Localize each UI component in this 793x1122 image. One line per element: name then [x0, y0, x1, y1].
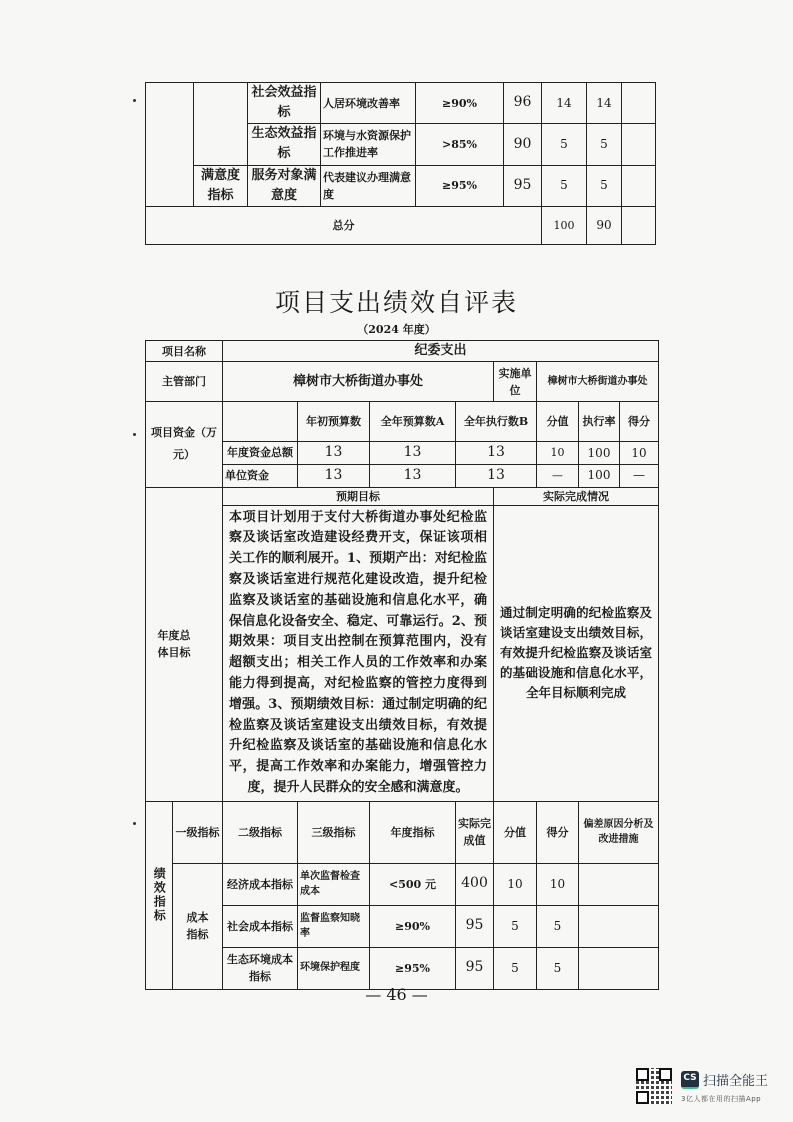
- indicator-header: 三级指标: [298, 801, 370, 863]
- watermark-name: 扫描全能王: [703, 1074, 769, 1089]
- funds-score: 10: [620, 442, 659, 465]
- level2-cell: 生态效益指标: [248, 124, 321, 165]
- note-cell: [622, 124, 656, 165]
- qr-corner: [636, 1068, 649, 1081]
- blank-cell: [622, 206, 656, 244]
- goals-content-row: [146, 505, 659, 801]
- department-row: [146, 362, 659, 402]
- funds-initial: 13: [298, 442, 370, 465]
- indicator-level3: 监督监察知晓率: [298, 905, 370, 947]
- indicator-level2: 生态环境成本指标: [223, 947, 298, 989]
- impl-value: 樟树市大桥街道办事处: [537, 362, 659, 402]
- top-indicator-table: [145, 82, 656, 245]
- funds-rate: 100: [579, 464, 620, 487]
- indicator-level3: 单次监督检查成本: [298, 863, 370, 905]
- level2-cell: 社会效益指标: [248, 83, 321, 124]
- target-cell: >85%: [416, 124, 504, 165]
- blank-cell: [194, 83, 248, 166]
- score-cell: 5: [587, 124, 622, 165]
- level3-cell: 环境与水资源保护工作推进率: [321, 124, 416, 165]
- indicator-weight: 5: [494, 947, 537, 989]
- expected-header: 预期目标: [223, 487, 494, 505]
- indicator-header: 年度指标: [370, 801, 456, 863]
- indicator-header: 一级指标: [173, 801, 223, 863]
- indicator-actual: 95: [456, 947, 494, 989]
- total-score: 90: [587, 206, 622, 244]
- expected-goal-text: 本项目计划用于支付大桥街道办事处纪检监察及谈话室改造建设经费开支，保证该项相关工作的顺利展开。1、预期产出：对纪检监察及谈话室进行规范化建设改造，提升纪检监察及谈话室的基础设施和信息化水平，确保信息化设备安全、稳定、可靠运行。2、预期效果：项目支出控制在预算范围内，没有超额支出；相关工作人员的工作效率和办案能力得到提高，对纪检监察的管控力度得到增强。3、预期绩效目标：通过制定明确的纪检监察及谈话室建设支出绩效目标，有效提升纪检监察及谈话室的基础设施和信息化水平，提高工作效率和办案能力，增强管控力度，提升人民群众的安全感和满意度。: [223, 505, 494, 801]
- indicator-score: 5: [537, 905, 579, 947]
- funds-row: [146, 442, 659, 465]
- indicator-target: <500 元: [370, 863, 456, 905]
- funds-weight: —: [537, 464, 579, 487]
- scan-dot: [133, 433, 136, 436]
- weight-cell: 5: [542, 124, 587, 165]
- qr-corner: [659, 1068, 672, 1081]
- funds-header: 全年执行数B: [456, 402, 537, 442]
- funds-annual: 13: [370, 464, 456, 487]
- funds-executed: 13: [456, 464, 537, 487]
- indicator-row: [146, 947, 659, 989]
- indicator-actual: 95: [456, 905, 494, 947]
- indicator-row: [146, 905, 659, 947]
- actual-goal-text: 通过制定明确的纪检监察及谈话室建设支出绩效目标，有效提升纪检监察及谈话室的基础设施和信息化水平，全年目标顺利完成: [494, 505, 659, 801]
- funds-executed: 13: [456, 442, 537, 465]
- indicator-note: [579, 905, 659, 947]
- indicator-score: 10: [537, 863, 579, 905]
- funds-annual: 13: [370, 442, 456, 465]
- project-name-row: [146, 341, 659, 362]
- total-weight: 100: [542, 206, 587, 244]
- weight-cell: 14: [542, 83, 587, 124]
- level2-cell: 服务对象满意度: [248, 165, 321, 206]
- funds-row: [146, 464, 659, 487]
- total-row: [146, 206, 656, 244]
- indicator-target: ≥95%: [370, 947, 456, 989]
- page-number: — 46 —: [365, 985, 428, 1004]
- funds-initial: 13: [298, 464, 370, 487]
- self-evaluation-table: [145, 340, 659, 990]
- level3-cell: 人居环境改善率: [321, 83, 416, 124]
- indicator-note: [579, 863, 659, 905]
- level3-cell: 代表建议办理满意度: [321, 165, 416, 206]
- funds-header-row: [146, 402, 659, 442]
- goals-label: 年度总体目标: [146, 487, 223, 801]
- funds-label: 项目资金（万元）: [146, 402, 223, 487]
- funds-score: —: [620, 464, 659, 487]
- camscanner-logo-icon: CS: [681, 1071, 699, 1089]
- indicator-target: ≥90%: [370, 905, 456, 947]
- blank-cell: [223, 402, 298, 442]
- actual-cell: 95: [504, 165, 542, 206]
- indicator-header: 偏差原因分析及改进措施: [579, 801, 659, 863]
- project-name-label: 项目名称: [146, 341, 223, 362]
- indicator-score: 5: [537, 947, 579, 989]
- indicators-label: 绩效指标: [152, 867, 167, 924]
- indicator-level2: 社会成本指标: [223, 905, 298, 947]
- funds-row-name: 单位资金: [223, 464, 298, 487]
- indicator-weight: 5: [494, 905, 537, 947]
- funds-header: 年初预算数: [298, 402, 370, 442]
- project-name-value: 纪委支出: [223, 341, 659, 362]
- table-row: [146, 165, 656, 206]
- watermark-tagline: 3亿人都在用的扫描App: [681, 1095, 762, 1103]
- total-label: 总分: [146, 206, 542, 244]
- dept-label: 主管部门: [146, 362, 223, 402]
- table-row: [146, 83, 656, 124]
- funds-header: 得分: [620, 402, 659, 442]
- scan-dot: [133, 99, 136, 102]
- indicator-level3: 环境保护程度: [298, 947, 370, 989]
- indicator-level2: 经济成本指标: [223, 863, 298, 905]
- funds-header: 分值: [537, 402, 579, 442]
- impl-label: 实施单位: [494, 362, 537, 402]
- funds-rate: 100: [579, 442, 620, 465]
- funds-header: 全年预算数A: [370, 402, 456, 442]
- indicator-weight: 10: [494, 863, 537, 905]
- scanner-watermark: [636, 1068, 786, 1112]
- qr-corner: [636, 1091, 649, 1104]
- actual-cell: 90: [504, 124, 542, 165]
- note-cell: [622, 83, 656, 124]
- indicator-header: 实际完成值: [456, 801, 494, 863]
- note-cell: [622, 165, 656, 206]
- dept-value: 樟树市大桥街道办事处: [223, 362, 494, 402]
- target-cell: ≥90%: [416, 83, 504, 124]
- indicator-header: 分值: [494, 801, 537, 863]
- blank-cell: [146, 83, 194, 207]
- score-cell: 5: [587, 165, 622, 206]
- goals-header-row: [146, 487, 659, 505]
- indicator-note: [579, 947, 659, 989]
- scan-dot: [133, 822, 136, 825]
- indicator-header-row: [146, 801, 659, 863]
- funds-row-name: 年度资金总额: [223, 442, 298, 465]
- indicator-header: 得分: [537, 801, 579, 863]
- actual-cell: 96: [504, 83, 542, 124]
- year-label: （2024 年度）: [357, 323, 436, 336]
- level1-cell: 满意度指标: [194, 165, 248, 206]
- weight-cell: 5: [542, 165, 587, 206]
- indicator-level1: 成本指标: [173, 863, 223, 989]
- indicator-row: [146, 863, 659, 905]
- indicator-header: 二级指标: [223, 801, 298, 863]
- actual-header: 实际完成情况: [494, 487, 659, 505]
- indicator-actual: 400: [456, 863, 494, 905]
- funds-header: 执行率: [579, 402, 620, 442]
- funds-weight: 10: [537, 442, 579, 465]
- target-cell: ≥95%: [416, 165, 504, 206]
- page-title: 项目支出绩效自评表: [274, 288, 518, 317]
- score-cell: 14: [587, 83, 622, 124]
- indicators-label-cell: [146, 801, 173, 989]
